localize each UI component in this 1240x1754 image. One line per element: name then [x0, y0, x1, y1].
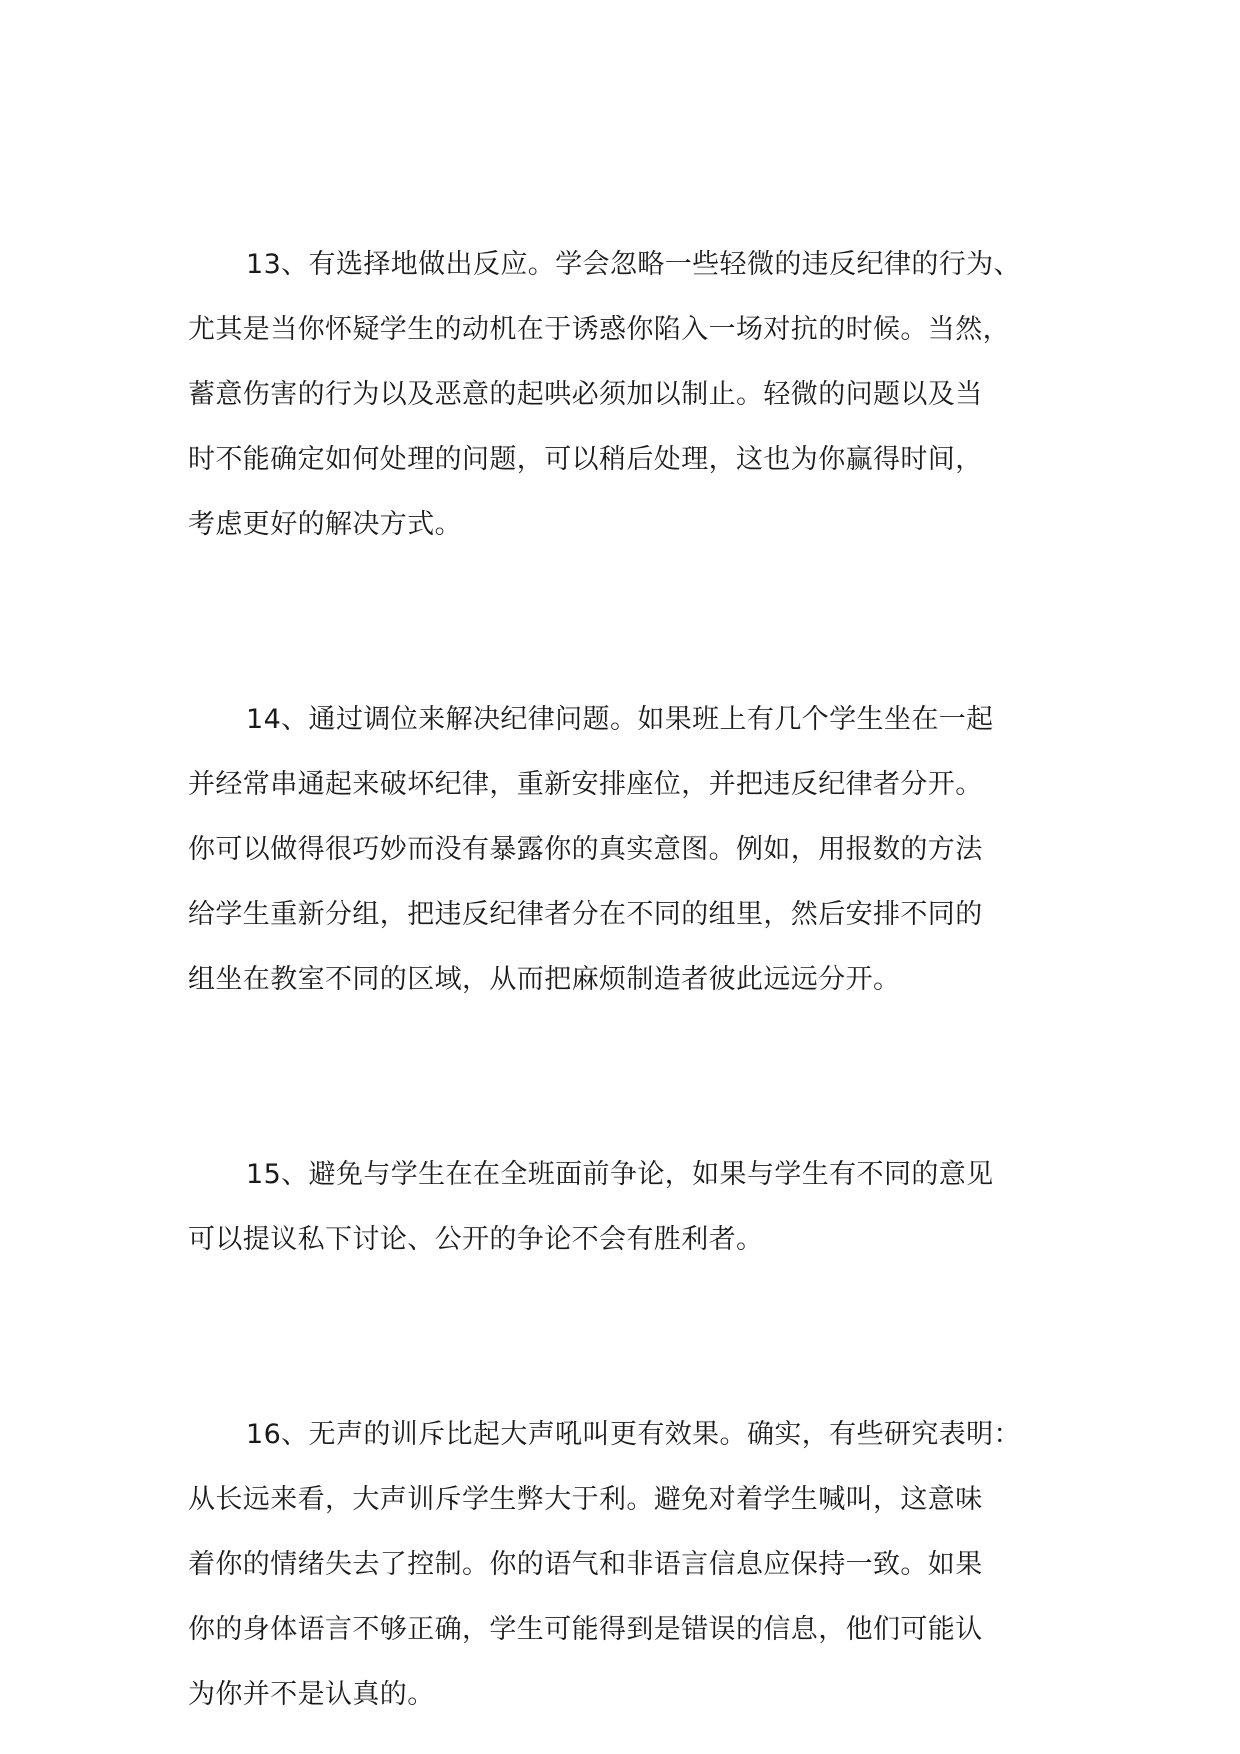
paragraph-line: 14、通过调位来解决纪律问题。如果班上有几个学生坐在一起: [246, 704, 994, 735]
paragraph-16: [188, 1402, 1088, 1727]
paragraph-line: 13、有选择地做出反应。学会忽略一些轻微的违反纪律的行为、: [246, 249, 1021, 280]
paragraph-spacer: [188, 1272, 1088, 1402]
paragraph-line: 并经常串通起来破坏纪律，重新安排座位，并把违反纪律者分开。: [188, 769, 983, 800]
paragraph-line: 时不能确定如何处理的问题，可以稍后处理，这也为你赢得时间，: [188, 444, 983, 475]
paragraph-spacer: [188, 1012, 1088, 1142]
paragraph-line: 15、避免与学生在在全班面前争论，如果与学生有不同的意见: [246, 1159, 994, 1190]
paragraph-line: 蓄意伤害的行为以及恶意的起哄必须加以制止。轻微的问题以及当: [188, 379, 983, 410]
paragraph-line: 你可以做得很巧妙而没有暴露你的真实意图。例如，用报数的方法: [188, 834, 983, 865]
paragraph-line: 给学生重新分组，把违反纪律者分在不同的组里，然后安排不同的: [188, 899, 983, 930]
paragraph-spacer: [188, 557, 1088, 687]
paragraph-line: 尤其是当你怀疑学生的动机在于诱惑你陷入一场对抗的时候。当然，: [188, 314, 1010, 345]
paragraph-line: 可以提议私下讨论、公开的争论不会有胜利者。: [188, 1224, 764, 1255]
paragraph-15: [188, 1142, 1088, 1272]
paragraph-line: 着你的情绪失去了控制。你的语气和非语言信息应保持一致。如果: [188, 1549, 983, 1580]
document-body: [188, 232, 1088, 1727]
paragraph-14: [188, 687, 1088, 1012]
paragraph-line: 16、无声的训斥比起大声吼叫更有效果。确实，有些研究表明：: [246, 1419, 1021, 1450]
paragraph-line: 为你并不是认真的。: [188, 1679, 435, 1710]
paragraph-13: [188, 232, 1088, 557]
paragraph-line: 你的身体语言不够正确，学生可能得到是错误的信息，他们可能认: [188, 1614, 983, 1645]
paragraph-line: 组坐在教室不同的区域，从而把麻烦制造者彼此远远分开。: [188, 964, 901, 995]
paragraph-line: 从长远来看，大声训斥学生弊大于利。避免对着学生喊叫，这意味: [188, 1484, 983, 1515]
paragraph-line: 考虑更好的解决方式。: [188, 509, 462, 540]
